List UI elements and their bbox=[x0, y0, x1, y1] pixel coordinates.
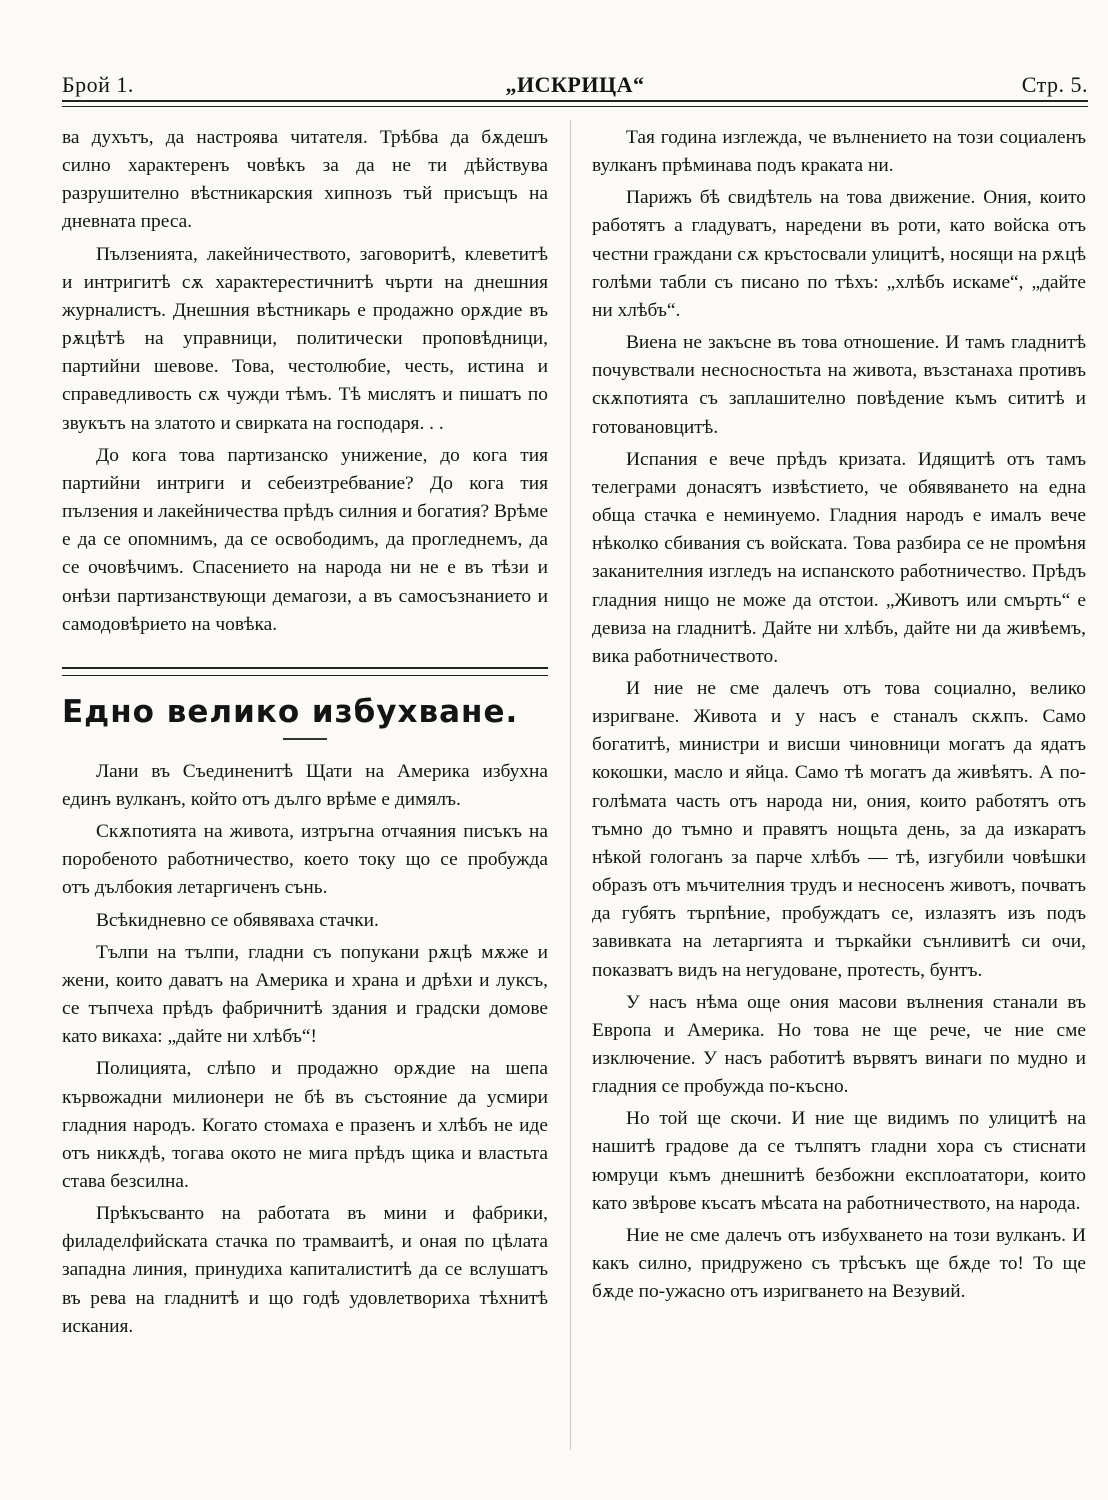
article-paragraph: ва духътъ, да настроява читателя. Трѣбва да бѫдешъ силно характеренъ човѣкъ за да не ти дѣйствува разрушително вѣстникарския хипнозъ тъй присъщъ на дневната преса. bbox=[62, 127, 548, 233]
section-separator bbox=[62, 667, 548, 676]
article-paragraph: У насъ нѣма още ония масови вълнения станали въ Европа и Америка. Но това не ще рече, че ние сме изключение. У насъ работитѣ вървятъ винаги по мудно и гладния се пробужда по-късно. bbox=[592, 991, 1086, 1098]
column-divider bbox=[570, 120, 571, 1450]
article-paragraph: Парижъ бѣ свидѣтель на това движение. Ония, които работятъ а гладуватъ, наредени въ роти, като войска отъ честни граждани сѫ кръстосвали улицитѣ, носящи на рѫцѣ голѣми табли съ писано по тѣхъ: „хлѣбъ искаме“, „дайте ни хлѣбъ“. bbox=[592, 187, 1086, 321]
article-paragraph: Пълзенията, лакейничеството, заговоритѣ, клеветитѣ и интригитѣ сѫ характерестичнитѣ чърти на днешния журналистъ. Днешния вѣстникарь е продажно орѫдие въ рѫцѣтѣ на управници, политически проповѣдници, партийни шевове. Това, честолюбие, честь, истина и справедливость сѫ чужди тѣмъ. Тѣ мислятъ и пишатъ по звукътъ на златото и свирката на господаря. . . bbox=[62, 243, 548, 434]
page-header bbox=[62, 72, 1088, 102]
header-rule bbox=[62, 100, 1088, 107]
issue-number: Брой 1. bbox=[62, 72, 134, 97]
article-paragraph: Лани въ Съединенитѣ Щати на Америка избухна единъ вулканъ, който отъ дълго врѣме е димялъ. bbox=[62, 760, 548, 810]
page-number: Стр. 5. bbox=[1021, 72, 1088, 97]
article-paragraph: Полицията, слѣпо и продажно орѫдие на шепа кървожадни милионери не бѣ въ състояние да усмири гладния народъ. Когато стомаха е празенъ и хлѣбъ не иде отъ никѫдѣ, тогава окото не мига прѣдъ щика и властьта става безсилна. bbox=[62, 1058, 548, 1192]
article-paragraph: Но той ще скочи. И ние ще видимъ по улицитѣ на нашитѣ градове да се тълпятъ гладни хора съ стиснати юмруци къмъ днешнитѣ безбожни експлоататори, които като звѣрове късатъ мѣсата на работничеството, на народа. bbox=[592, 1108, 1086, 1214]
article-paragraph: Скѫпотията на живота, изтръгна отчаяния писъкъ на поробеното работничество, което току що се пробужда отъ дълбокия летаргиченъ сънь. bbox=[62, 821, 548, 899]
article-paragraph: Тая година изглежда, че вълнението на този социаленъ вулканъ прѣминава подъ краката ни. bbox=[592, 127, 1086, 177]
article-paragraph: Виена не закъсне въ това отношение. И тамъ гладнитѣ почувствали несносностьта на живота, възстанаха противъ скѫпотията съ заплашително повѣдение къмъ сититѣ и готовановцитѣ. bbox=[592, 332, 1086, 438]
headline-dash bbox=[283, 738, 327, 740]
article-paragraph: Прѣкъсванто на работата въ мини и фабрики, филаделфийската стачка по трамваитѣ, и оная по цѣлата западна линия, принудиха капиталиститѣ да се вслушатъ въ рева на гладнитѣ и що годѣ удовлетвориха тѣхнитѣ искания. bbox=[62, 1203, 548, 1337]
article-paragraph: Тълпи на тълпи, гладни съ попукани рѫцѣ мѫже и жени, които даватъ на Америка и храна и дрѣхи и луксъ, се тъпчеха прѣдъ фабричнитѣ здания и градски домове като викаха: „дайте ни хлѣбъ“! bbox=[62, 941, 548, 1048]
article-paragraph: Ние не сме далечъ отъ избухването на този вулканъ. И какъ силно, придружено съ трѣсъкъ ще бѫде то! То ще бѫде по-ужасно отъ изригването на Везувий. bbox=[592, 1224, 1086, 1303]
article-paragraph: До кога това партизанско унижение, до кога тия партийни интриги и себеизтребвание? До кога тия пълзения и лакейничества прѣдъ силния и богатия? Врѣме е да се опомнимъ, да се освободимъ, да прогледнемъ, да се очовѣчимъ. Спасението на народа ни не е въ тѣзи и онѣзи партизанствующи демагози, а въ самосъзнанието и самодовѣрието на човѣка. bbox=[62, 444, 548, 635]
article-paragraph: Испания е вече прѣдъ кризата. Идящитѣ отъ тамъ телеграми донасятъ извѣстието, че обявяването на една обща стачка е неминуемо. Гладния народъ е ималъ вече нѣколко сбивания съ войската. Това разбира се не промѣня заканителния изгледъ на испанското работничество. Прѣдъ гладния нищо не може да отстои. „Животъ или смърть“ е девиза на гладнитѣ. Дайте ни хлѣбъ, дайте ни да живѣемъ, вика работничеството. bbox=[592, 448, 1086, 667]
article-paragraph: Всѣкидневно се обявяваха стачки. bbox=[96, 909, 379, 931]
right-column bbox=[592, 124, 1086, 1310]
left-column bbox=[62, 124, 548, 1345]
newspaper-title: „ИСКРИЦА“ bbox=[505, 72, 645, 97]
article-paragraph: И ние не сме далечъ отъ това социално, велико изригване. Живота и у насъ е станалъ скѫпъ. Само богатитѣ, министри и висши чиновници могатъ да ядатъ кокошки, масло и яйца. Само тѣ могатъ да живѣятъ. А по-голѣмата часть отъ народа ни, ония, които работятъ отъ тъмно до тъмно и правятъ нощьта день, за да изкаратъ нѣкой гологанъ за парче хлѣбъ — тѣ, изгубили човѣшки образъ отъ мъчителния трудъ и несносенъ животъ, почватъ да губятъ търпѣние, пробуждатъ се, излазятъ изъ подъ завивката на летаргията и търкайки сънливитѣ си очи, показватъ видъ на негудоване, протесть, бунтъ. bbox=[592, 677, 1086, 981]
article-headline: Едно велико избухване. bbox=[62, 693, 519, 730]
